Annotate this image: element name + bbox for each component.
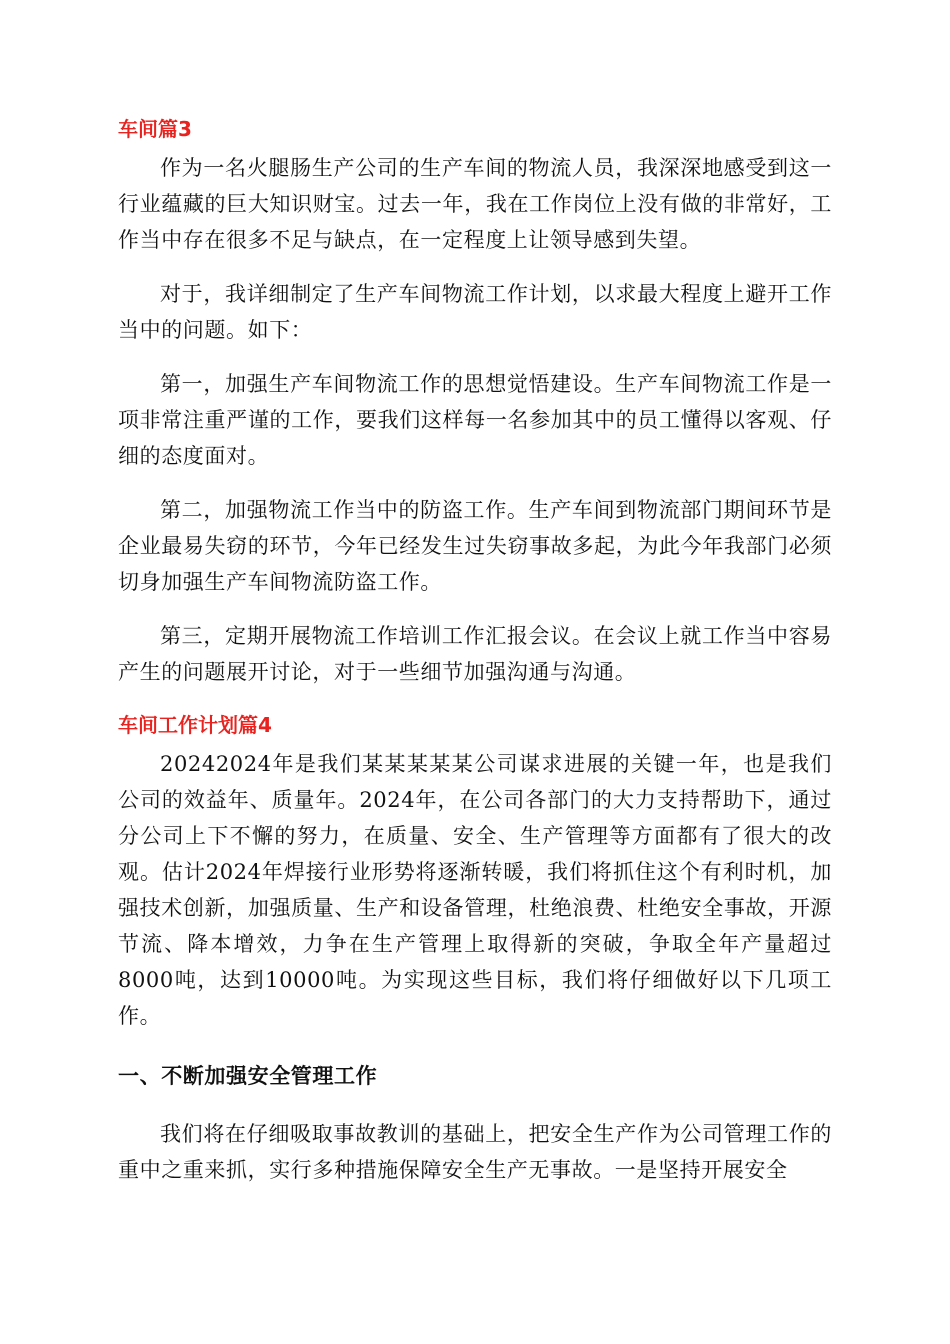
subsection-title: 一、不断加强安全管理工作 [118, 1064, 378, 1088]
paragraph: 对于，我详细制定了生产车间物流工作计划，以求最大程度上避开工作当中的问题。如下： [118, 282, 832, 342]
section-heading-4: 车间工作计划篇4 [118, 713, 272, 737]
paragraph: 作为一名火腿肠生产公司的生产车间的物流人员，我深深地感受到这一行业蕴藏的巨大知识财宝。过去一年，我在工作岗位上没有做的非常好，工作当中存在很多不足与缺点，在一定程度上让领导感到失望。 [118, 156, 832, 252]
paragraph: 第二，加强物流工作当中的防盗工作。生产车间到物流部门期间环节是企业最易失窃的环节，今年已经发生过失窃事故多起，为此今年我部门必须切身加强生产车间物流防盗工作。 [118, 498, 832, 594]
section-heading-3: 车间篇3 [118, 117, 192, 141]
paragraph: 第三，定期开展物流工作培训工作汇报会议。在会议上就工作当中容易产生的问题展开讨论，对于一些细节加强沟通与沟通。 [118, 624, 832, 684]
paragraph: 我们将在仔细吸取事故教训的基础上，把安全生产作为公司管理工作的重中之重来抓，实行多种措施保障安全生产无事故。一是坚持开展安全 [118, 1122, 832, 1182]
paragraph: 第一，加强生产车间物流工作的思想觉悟建设。生产车间物流工作是一项非常注重严谨的工作，要我们这样每一名参加其中的员工懂得以客观、仔细的态度面对。 [118, 372, 832, 468]
paragraph: 20242024年是我们某某某某某公司谋求进展的关键一年，也是我们公司的效益年、质量年。2024年，在公司各部门的大力支持帮助下，通过分公司上下不懈的努力，在质量、安全、生产管理等方面都有了很大的改观。估计2024年焊接行业形势将逐渐转暖，我们将抓住这个有利时机，加强技术创新，加强质量、生产和设备管理，杜绝浪费、杜绝安全事故，开源节流、降本增效，力争在生产管理上取得新的突破，争取全年产量超过8000吨，达到10000吨。为实现这些目标，我们将仔细做好以下几项工作。 [118, 752, 832, 1028]
document-body [118, 112, 832, 1206]
